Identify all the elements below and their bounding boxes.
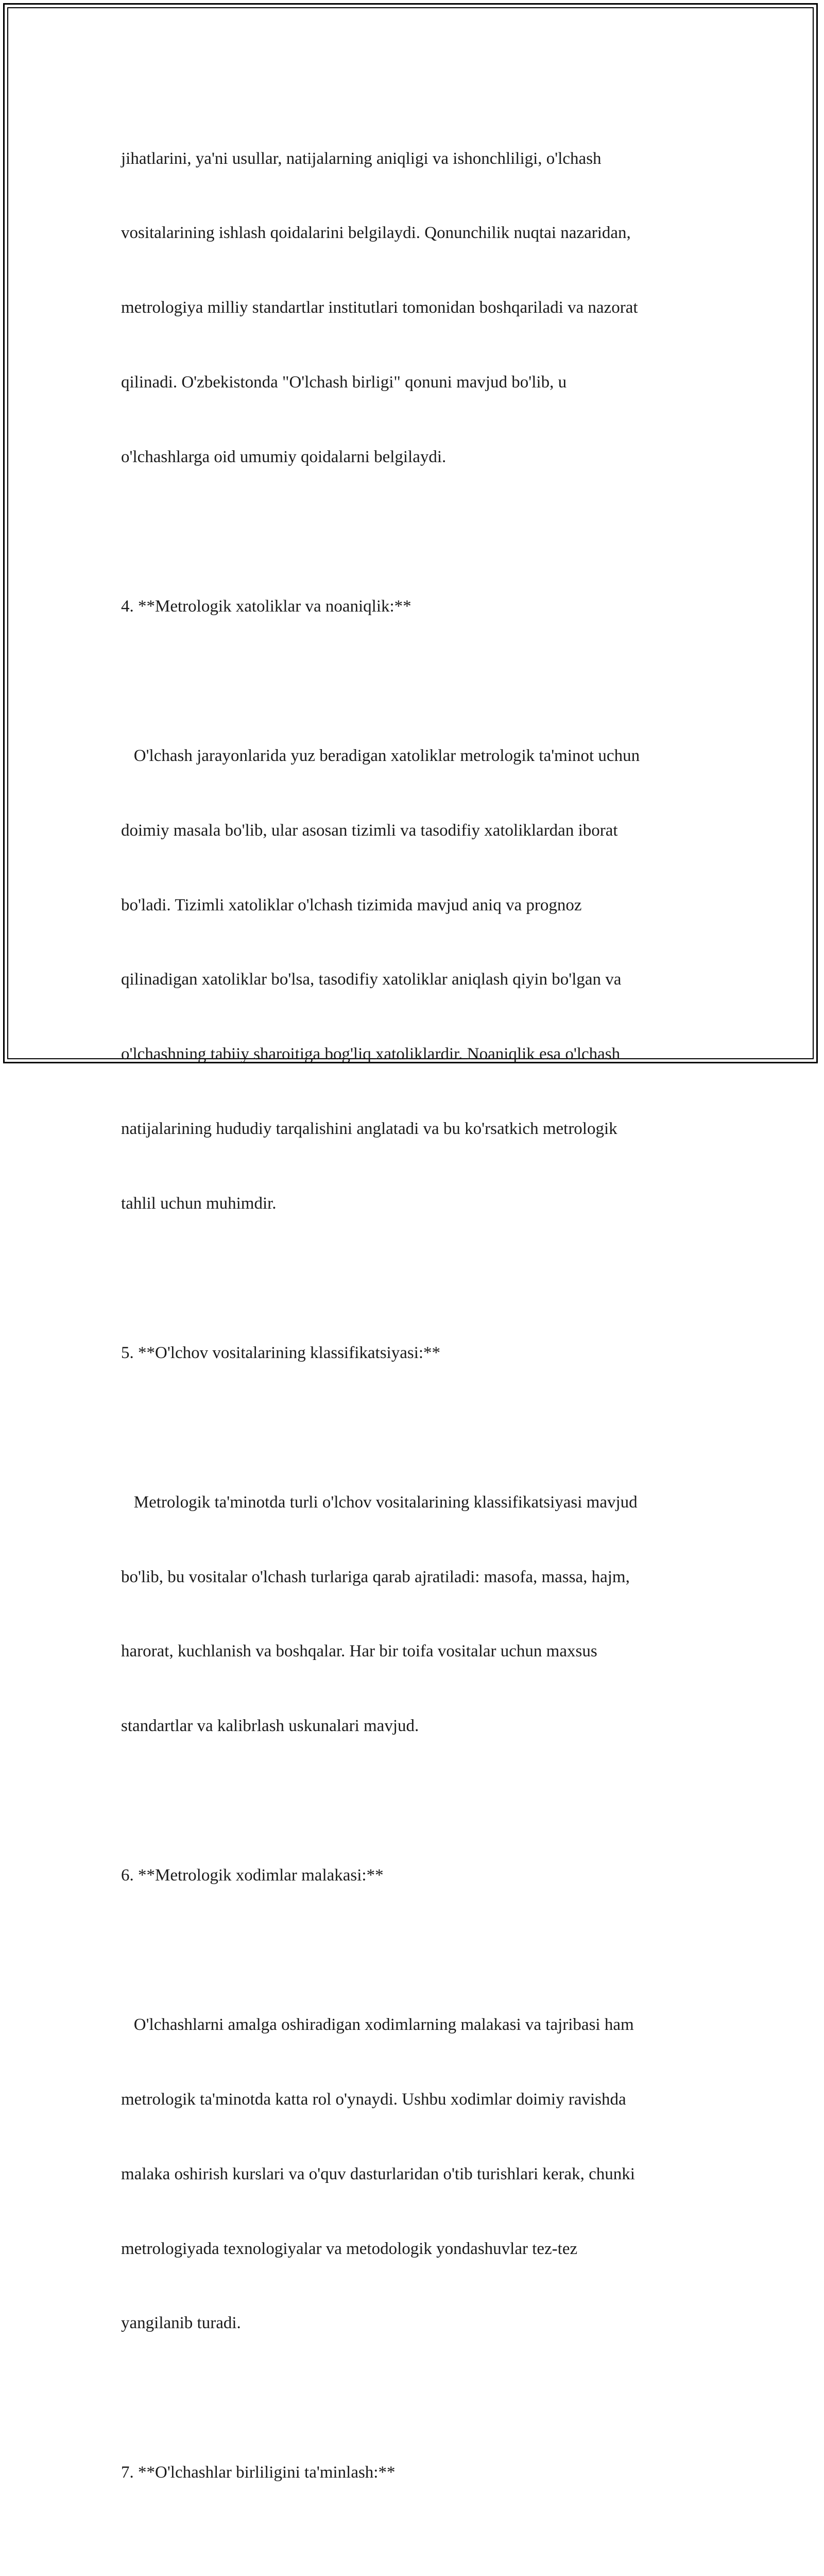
text-line: qilinadigan xatoliklar bo'lsa, tasodifiy xatoliklar aniqlash qiyin bo'lgan va	[121, 970, 622, 989]
text-line: yangilanib turadi.	[121, 2314, 241, 2333]
section-heading: 5. **O'lchov vositalarining klassifikatsiyasi:**	[121, 1343, 441, 1362]
blank-line	[121, 669, 708, 693]
blank-line	[121, 2535, 708, 2560]
blank-line	[121, 2385, 708, 2410]
text-line: malaka oshirish kurslari va o'quv dasturlaridan o'tib turishlari kerak, chunki	[121, 2164, 635, 2183]
blank-line	[121, 1266, 708, 1291]
text-line: o'lchashning tabiiy sharoitiga bog'liq xatoliklardir. Noaniqlik esa o'lchash	[121, 1045, 621, 1064]
heading-section-5	[121, 1291, 708, 1415]
text-line: bo'lib, bu vositalar o'lchash turlariga qarab ajratiladi: masofa, massa, hajm,	[121, 1567, 630, 1586]
text-line: metrologiya milliy standartlar institutlari tomonidan boshqariladi va nazorat	[121, 298, 638, 317]
text-line: qilinadi. O'zbekistonda "O'lchash birligi" qonuni mavjud bo'lib, u	[121, 373, 567, 392]
text-line: O'lchash jarayonlarida yuz beradigan xatoliklar metrologik ta'minot uchun	[121, 746, 640, 765]
text-line: standartlar va kalibrlash uskunalari mavjud.	[121, 1717, 419, 1736]
text-line: natijalarining hududiy tarqalishini anglatadi va bu ko'rsatkich metrologik	[121, 1120, 617, 1139]
text-line: harorat, kuchlanish va boshqalar. Har bir toifa vositalar uchun maxsus	[121, 1642, 597, 1661]
text-line: vositalarining ishlash qoidalarini belgilaydi. Qonunchilik nuqtai nazaridan,	[121, 224, 631, 243]
section-heading: 6. **Metrologik xodimlar malakasi:**	[121, 1866, 384, 1885]
heading-section-4	[121, 544, 708, 668]
text-line: bo'ladi. Tizimli xatoliklar o'lchash tizimida mavjud aniq va prognoz	[121, 895, 582, 914]
text-line: jihatlarini, ya'ni usullar, natijalarning aniqligi va ishonchliligi, o'lchash	[121, 149, 602, 168]
blank-line	[121, 1788, 708, 1813]
text-line: O'lchashlarni amalga oshiradigan xodimlarning malakasi va tajribasi ham	[121, 2015, 634, 2034]
text-line: metrologiyada texnologiyalar va metodologik yondashuvlar tez-tez	[121, 2239, 578, 2258]
document-body	[121, 96, 708, 2576]
text-line: doimiy masala bo'lib, ular asosan tizimli va tasodifiy xatoliklardan iborat	[121, 821, 618, 840]
blank-line	[121, 1415, 708, 1440]
blank-line	[121, 519, 708, 544]
text-line: tahlil uchun muhimdir.	[121, 1194, 277, 1213]
paragraph-section-6	[121, 1962, 708, 2385]
section-heading: 7. **O'lchashlar birliligini ta'minlash:**	[121, 2463, 396, 2482]
paragraph-section-4	[121, 693, 708, 1266]
blank-line	[121, 1938, 708, 1962]
text-line: o'lchashlarga oid umumiy qoidalarni belgilaydi.	[121, 448, 447, 467]
text-line: metrologik ta'minotda katta rol o'ynaydi. Ushbu xodimlar doimiy ravishda	[121, 2090, 626, 2109]
section-heading: 4. **Metrologik xatoliklar va noaniqlik:**	[121, 597, 411, 616]
paragraph-section-5	[121, 1440, 708, 1788]
paragraph-section-7	[121, 2560, 708, 2576]
paragraph-intro	[121, 96, 708, 519]
heading-section-6	[121, 1813, 708, 1937]
text-line: Metrologik ta'minotda turli o'lchov vositalarining klassifikatsiyasi mavjud	[121, 1493, 638, 1512]
heading-section-7	[121, 2411, 708, 2535]
